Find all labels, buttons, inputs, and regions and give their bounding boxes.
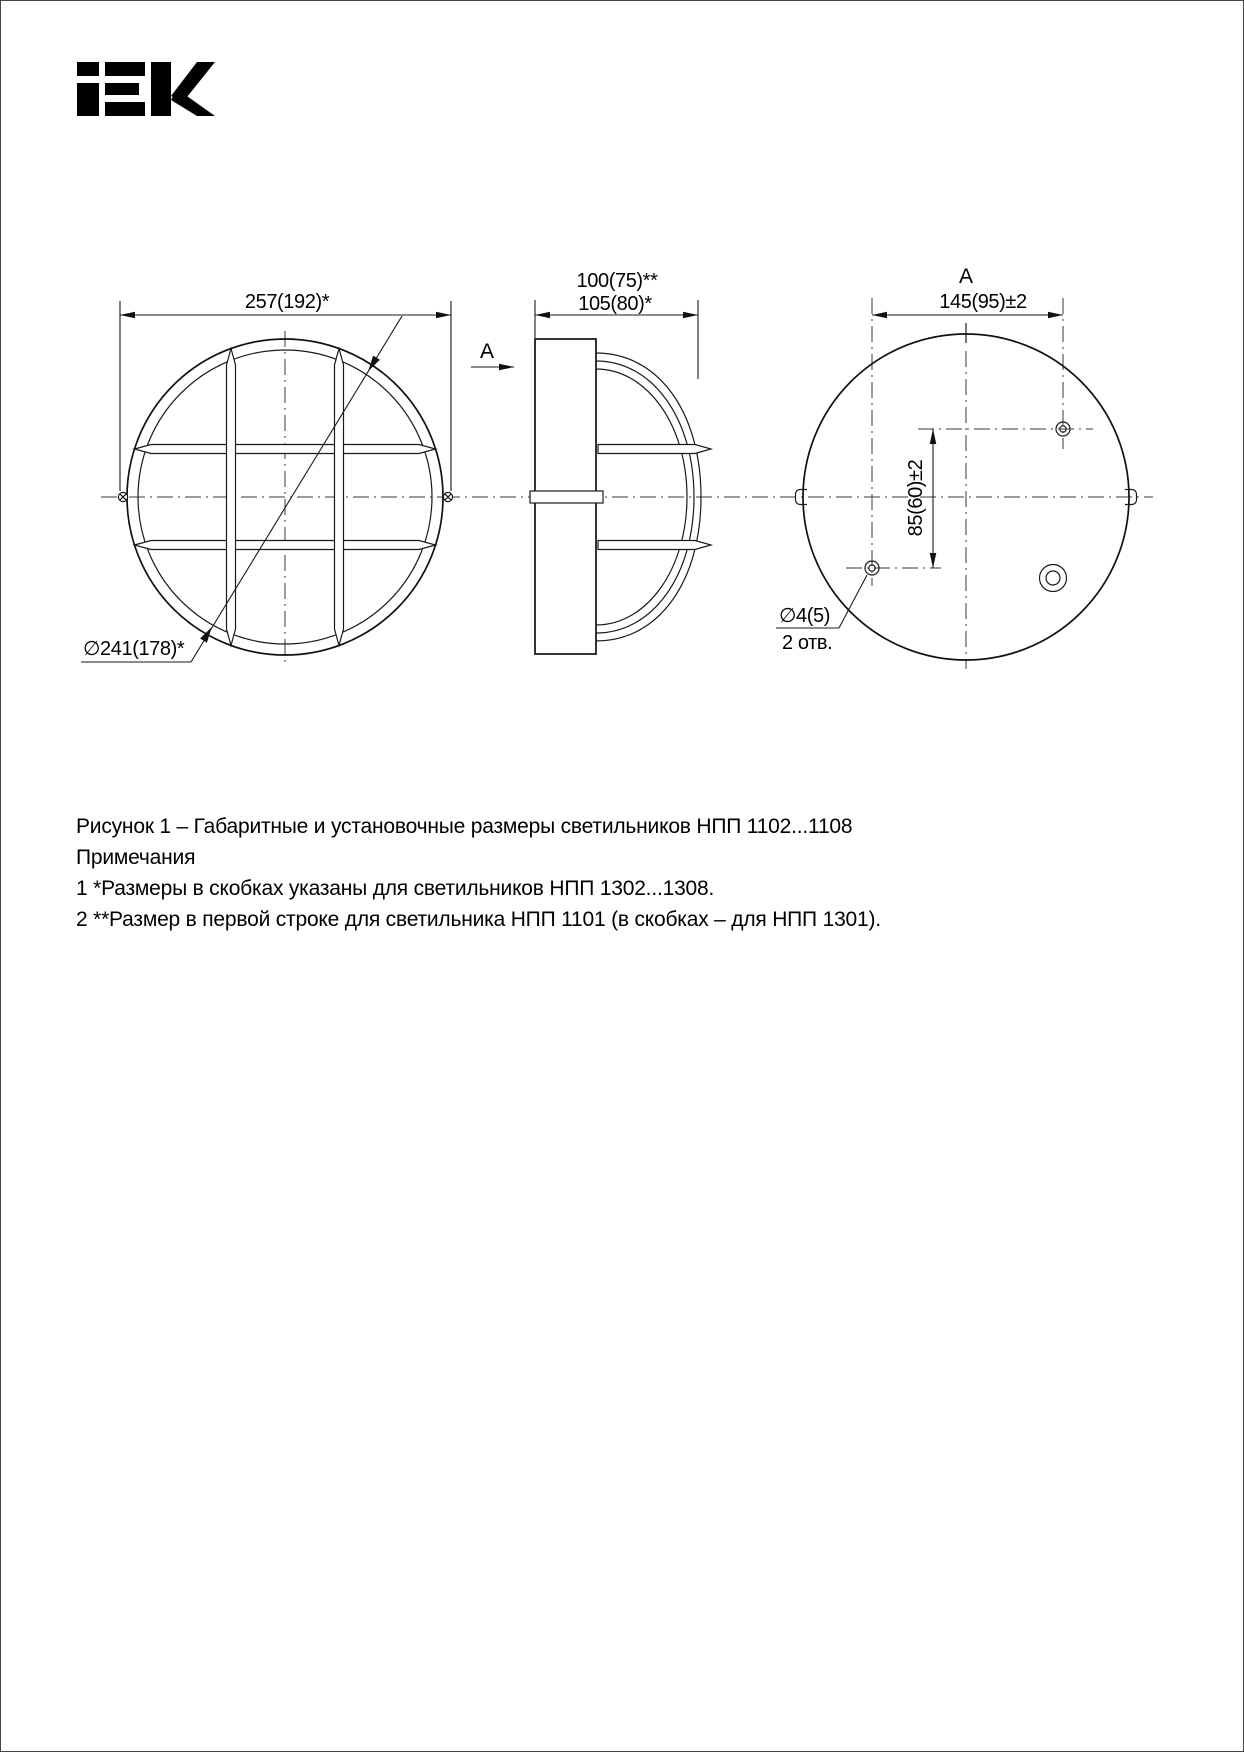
note-1: 1 *Размеры в скобках указаны для светильников НПП 1302...1308. <box>76 877 715 900</box>
figure-caption-block <box>76 811 1213 935</box>
note-2: 2 **Размер в первой строке для светильника НПП 1101 (в скобках – для НПП 1301). <box>76 908 881 931</box>
view-direction-label: А <box>479 340 495 363</box>
notes-title: Примечания <box>76 846 196 869</box>
grille-diameter-callout <box>81 316 402 662</box>
front-view <box>81 291 467 663</box>
hole-diameter-label: ∅4(5) <box>779 605 830 627</box>
side-fixing-lug <box>530 491 603 503</box>
side-view <box>530 270 711 654</box>
figure-caption: Рисунок 1 – Габаритные и установочные размеры светильников НПП 1102...1108 <box>76 815 853 838</box>
rear-view <box>776 265 1137 669</box>
rear-holes-vertical-label: 85(60)±2 <box>905 459 927 537</box>
cable-entry <box>1040 565 1067 592</box>
hole-count-label: 2 отв. <box>782 632 833 654</box>
rear-holes-horizontal-dimension <box>872 291 1063 315</box>
side-depth-dimension <box>535 270 698 379</box>
side-depth-label-line1: 100(75)** <box>576 270 658 292</box>
technical-drawing <box>1 1 1244 761</box>
side-depth-label-line2: 105(80)* <box>578 293 652 315</box>
rim-screw-left <box>118 492 127 501</box>
rear-holes-horizontal-label: 145(95)±2 <box>939 291 1027 313</box>
front-width-label: 257(192)* <box>244 291 330 313</box>
iek-logo <box>77 62 215 116</box>
rim-screw-right <box>443 492 452 501</box>
view-direction-indicator <box>471 340 514 367</box>
rear-holes-vertical-dimension <box>905 429 933 568</box>
rear-view-label: А <box>958 265 974 288</box>
grille-diameter-label: ∅241(178)* <box>83 638 185 660</box>
